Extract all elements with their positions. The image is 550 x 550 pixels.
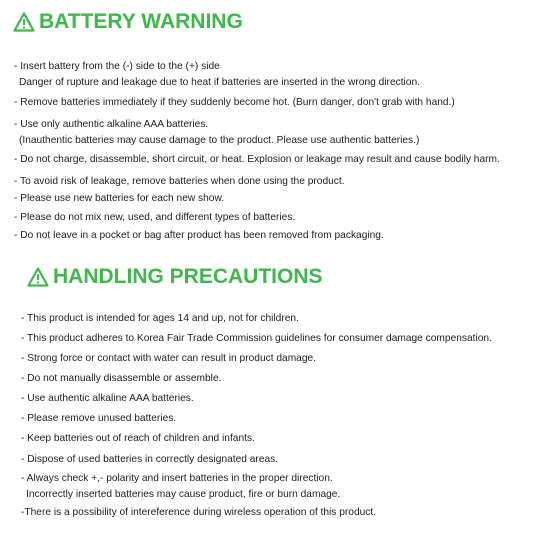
list-item-text: - Do not leave in a pocket or bag after product has been removed from packaging.: [14, 230, 384, 241]
list-item: [21, 506, 376, 519]
list-item: [14, 175, 345, 188]
list-item: [14, 211, 295, 224]
list-item: [14, 229, 384, 242]
list-item-text: - Insert battery from the (-) side to the (+) side: [14, 61, 220, 72]
list-item-text: - Please use new batteries for each new show.: [14, 193, 225, 204]
handling-precautions-title-text: HANDLING PRECAUTIONS: [53, 265, 323, 288]
list-item: [21, 432, 255, 445]
list-item: [21, 372, 221, 385]
warning-triangle-icon: [27, 267, 49, 287]
list-item-text: - This product adheres to Korea Fair Trade Commission guidelines for consumer damage compensation.: [21, 333, 492, 344]
list-item-text: - Use only authentic alkaline AAA batteries.: [14, 119, 209, 130]
list-item: [21, 453, 278, 466]
list-item-text: - Do not manually disassemble or assemble.: [21, 373, 222, 384]
list-item-subtext: Danger of rupture and leakage due to heat if batteries are inserted in the wrong direction.: [19, 77, 420, 88]
list-item-subtext: Incorrectly inserted batteries may cause product, fire or burn damage.: [26, 489, 341, 500]
list-item: [14, 60, 420, 89]
list-item: [14, 96, 455, 109]
list-item-text: - Do not charge, disassemble, short circuit, or heat. Explosion or leakage may result and cause bodily harm.: [14, 154, 500, 165]
list-item-text: - Remove batteries immediately if they suddenly become hot. (Burn danger, don't grab with hand.): [14, 97, 455, 108]
list-item: [21, 352, 316, 365]
list-item: [14, 153, 500, 166]
list-item: [21, 332, 492, 345]
list-item-text: - Please do not mix new, used, and different types of batteries.: [14, 212, 296, 223]
handling-precautions-title: [27, 265, 323, 289]
list-item-subtext: (Inauthentic batteries may cause damage to the product. Please use authentic batteries.): [19, 135, 420, 146]
list-item: [21, 312, 299, 325]
list-item-text: - Strong force or contact with water can result in product damage.: [21, 353, 317, 364]
list-item-text: - Please remove unused batteries.: [21, 413, 177, 424]
warning-triangle-icon: [13, 12, 35, 32]
list-item-text: - Always check +,- polarity and insert batteries in the proper direction.: [21, 473, 333, 484]
list-item-text: - To avoid risk of leakage, remove batteries when done using the product.: [14, 176, 345, 187]
list-item: [21, 412, 176, 425]
battery-warning-title: [13, 10, 243, 34]
list-item-text: - Use authentic alkaline AAA batteries.: [21, 393, 194, 404]
list-item-text: -There is a possibility of intereference during wireless operation of this product.: [21, 507, 377, 518]
list-item: [21, 392, 194, 405]
list-item: [14, 118, 419, 147]
list-item-text: - Dispose of used batteries in correctly designated areas.: [21, 454, 279, 465]
battery-warning-title-text: BATTERY WARNING: [39, 10, 243, 33]
list-item-text: - This product is intended for ages 14 and up, not for children.: [21, 313, 299, 324]
list-item: [14, 192, 224, 205]
list-item: [21, 472, 340, 501]
list-item-text: - Keep batteries out of reach of children and infants.: [21, 433, 255, 444]
